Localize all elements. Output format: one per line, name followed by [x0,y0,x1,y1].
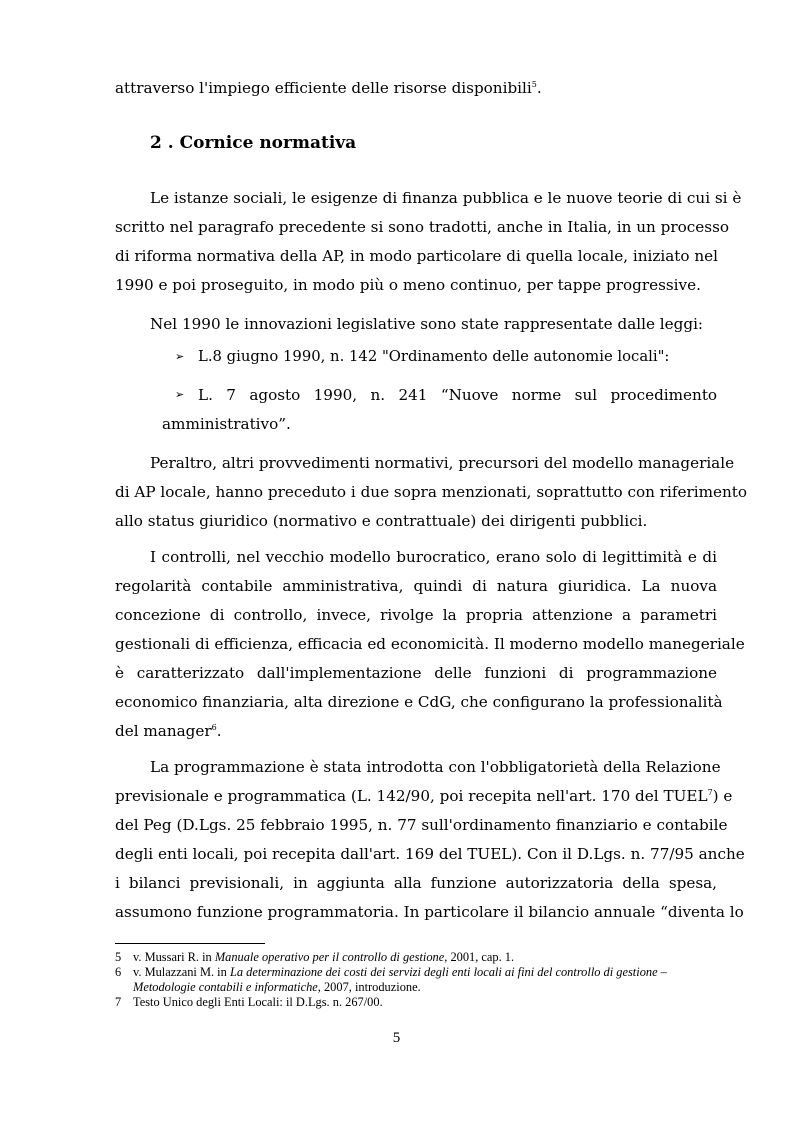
page-number: 5 [392,1030,401,1046]
p5-line-1: La programmazione è stata introdotta con l'obbligatorietà della Relazione [150,758,721,776]
p1-line-4: 1990 e poi proseguito, in modo più o meno continuo, per tappe progressive. [115,276,701,294]
footnote-7-number: 7 [115,995,122,1009]
p4-line-6: economico finanziaria, alta direzione e CdG, che configurano la professionalità [115,693,723,711]
p4-line-2: regolarità contabile amministrativa, quindi di natura giuridica. La nuova [115,577,717,595]
footnote-7: Testo Unico degli Enti Locali: il D.Lgs. n. 267/00. [133,995,383,1009]
p4-line-4: gestionali di efficienza, efficacia ed economicità. Il moderno modello manegeriale [115,635,745,653]
p5-line-2: previsionale e programmatica (L. 142/90, poi recepita nell'art. 170 del TUEL$^7$) e [115,787,733,805]
p3-line-1: Peraltro, altri provvedimenti normativi, precursori del modello manageriale [150,454,735,472]
section-heading: 2 . Cornice normativa [150,133,357,153]
p5-line-3: del Peg (D.Lgs. 25 febbraio 1995, n. 77 sull'ordinamento finanziario e contabile [115,816,728,834]
p5-line-4: degli enti locali, poi recepita dall'art. 169 del TUEL). Con il D.Lgs. n. 77/95 anche [115,845,745,863]
p4-line-3: concezione di controllo, invece, rivolge la propria attenzione a parametri [115,606,717,624]
bullet-item-2-continuation: amministrativo”. [162,415,291,433]
bullet-item-1: L.8 giugno 1990, n. 142 "Ordinamento delle autonomie locali": [198,348,670,365]
p4-line-7: del manager$^6$. [115,722,222,740]
p1-line-2: scritto nel paragrafo precedente si sono tradotti, anche in Italia, in un processo [115,218,730,236]
footnote-6-line-2: Metodologie contabili e informatiche, 2007, introduzione. [133,980,421,994]
footnote-ref-7[interactable]: 7 [707,788,713,797]
intro-end: . [536,79,542,97]
p4-line-1: I controlli, nel vecchio modello burocratico, erano solo di legittimità e di [150,548,717,566]
footnote-ref-5[interactable]: 5 [531,80,537,89]
footnote-6-number: 6 [115,965,122,979]
bullet-arrow-icon: ➢ [175,388,185,401]
footnote-separator [115,943,265,944]
intro-text: attraverso l'impiego efficiente delle risorse disponibili [115,79,532,97]
p2-line: Nel 1990 le innovazioni legislative sono state rappresentate dalle leggi: [150,315,704,333]
p4-line-5: è caratterizzato dall'implementazione delle funzioni di programmazione [115,664,717,682]
footnote-5-number: 5 [115,950,122,964]
p5-line-6: assumono funzione programmatoria. In particolare il bilancio annuale “diventa lo [115,903,744,921]
p1-line-3: di riforma normativa della AP, in modo particolare di quella locale, iniziato nel [115,247,718,265]
p3-line-3: allo status giuridico (normativo e contrattuale) dei dirigenti pubblici. [115,512,648,530]
bullet-item-2: L. 7 agosto 1990, n. 241 “Nuove norme sul procedimento [198,386,718,404]
p5-line-5: i bilanci previsionali, in aggiunta alla funzione autorizzatoria della spesa, [115,874,717,892]
footnote-ref-6[interactable]: 6 [211,723,217,732]
p1-line-1: Le istanze sociali, le esigenze di finanza pubblica e le nuove teorie di cui si è [150,189,742,207]
p3-line-2: di AP locale, hanno preceduto i due sopra menzionati, soprattutto con riferimento [115,483,747,501]
footnote-6-line-1: v. Mulazzani M. in La determinazione dei costi dei servizi degli enti locali ai fini del controllo di gestione – [133,965,667,979]
footnote-5: v. Mussari R. in Manuale operativo per il controllo di gestione, 2001, cap. 1. [133,950,515,964]
bullet-arrow-icon: ➢ [175,350,185,363]
intro-line [115,78,717,98]
